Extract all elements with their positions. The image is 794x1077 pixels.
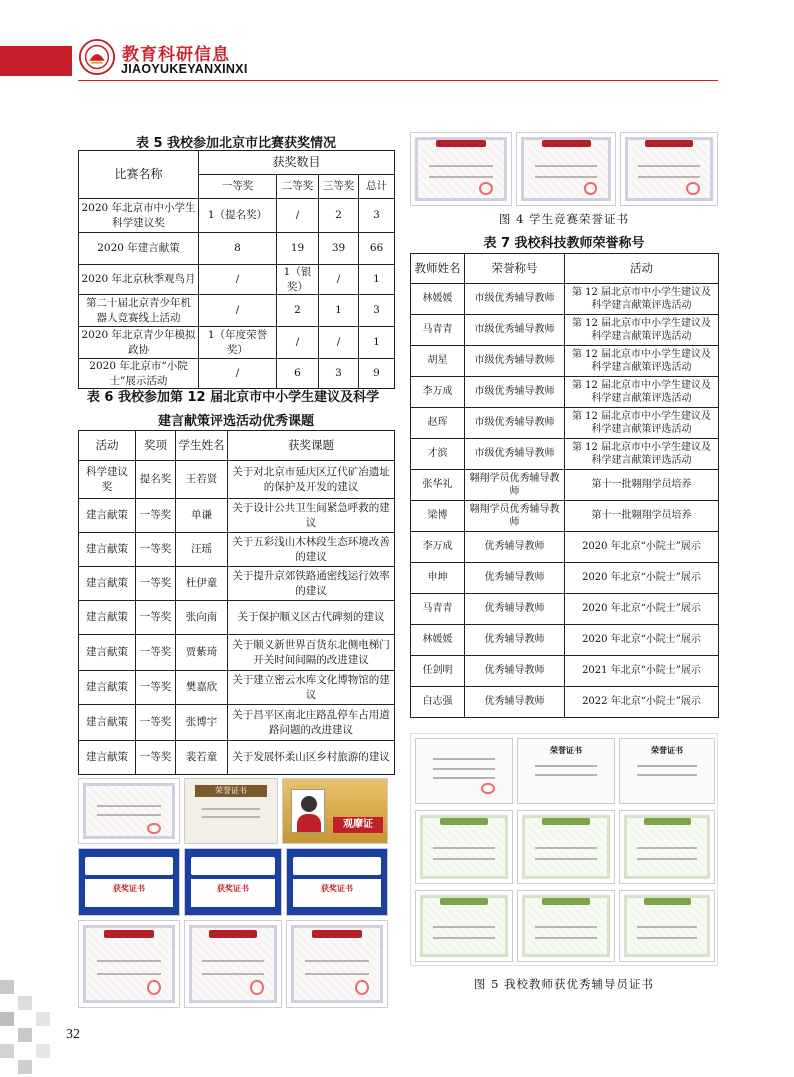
table-row bbox=[411, 687, 719, 718]
table-cell: 任剑明 bbox=[411, 656, 465, 687]
table-row bbox=[79, 199, 395, 233]
table-row bbox=[79, 233, 395, 265]
table-cell: 2020 年北京“小院士”展示 bbox=[565, 532, 719, 563]
table-row bbox=[79, 567, 395, 601]
table-row bbox=[79, 461, 395, 499]
table-cell: 66 bbox=[359, 233, 395, 265]
table-row bbox=[79, 265, 395, 295]
table-cell: 2020 年北京市中小学生科学建议奖 bbox=[79, 199, 199, 233]
certificate-image bbox=[184, 778, 278, 844]
table-cell: 一等奖 bbox=[136, 499, 176, 533]
table-cell: 6 bbox=[277, 359, 319, 389]
table-cell: 关于对北京市延庆区辽代矿冶遗址的保护及开发的建议 bbox=[228, 461, 395, 499]
table5-subheader: 一等奖 bbox=[199, 175, 277, 199]
certificate-image bbox=[517, 810, 615, 884]
certificate-image bbox=[410, 132, 512, 206]
table-cell: 胡星 bbox=[411, 346, 465, 377]
table-cell: 王若贤 bbox=[176, 461, 228, 499]
table-row bbox=[79, 741, 395, 775]
table6 bbox=[78, 430, 395, 775]
header-red-bar bbox=[0, 46, 72, 76]
table-cell: 1 bbox=[359, 265, 395, 295]
table-cell: 2020 年建言献策 bbox=[79, 233, 199, 265]
table-cell: 汪瑶 bbox=[176, 533, 228, 567]
table-cell: 裴若童 bbox=[176, 741, 228, 775]
certificate-image bbox=[517, 890, 615, 962]
table-cell: 关于设计公共卫生间紧急呼救的建议 bbox=[228, 499, 395, 533]
table-cell: 一等奖 bbox=[136, 635, 176, 671]
table-cell: 市级优秀辅导教师 bbox=[465, 346, 565, 377]
certificate-image bbox=[516, 132, 616, 206]
certificate-image bbox=[415, 890, 513, 962]
table-cell: 市级优秀辅导教师 bbox=[465, 439, 565, 470]
certificate-title: 荣誉证书 bbox=[195, 785, 267, 797]
table-row bbox=[411, 408, 719, 439]
certificate-title: 获奖证书 bbox=[217, 884, 249, 893]
table-cell: 单谦 bbox=[176, 499, 228, 533]
table-cell: 建言献策 bbox=[79, 671, 136, 705]
table6-header: 学生姓名 bbox=[176, 431, 228, 461]
page-number: 32 bbox=[66, 1027, 80, 1042]
table-cell: 3 bbox=[359, 295, 395, 327]
table-row bbox=[79, 705, 395, 741]
table5-subheader: 二等奖 bbox=[277, 175, 319, 199]
certificate-image bbox=[619, 810, 715, 884]
table7-header: 教师姓名 bbox=[411, 254, 465, 284]
table-row bbox=[79, 601, 395, 635]
table-cell: / bbox=[319, 265, 359, 295]
header-title: 教育科研信息 bbox=[122, 45, 230, 65]
photo-icon bbox=[291, 789, 325, 833]
table-row bbox=[79, 359, 395, 389]
table5-caption: 表 5 我校参加北京市比赛获奖情况 bbox=[135, 136, 337, 151]
table-cell: 第十一批翱翔学员培养 bbox=[565, 470, 719, 501]
table-cell: 1 bbox=[319, 295, 359, 327]
table6-header: 奖项 bbox=[136, 431, 176, 461]
certificate-image bbox=[78, 778, 180, 844]
table6-caption-line1: 表 6 我校参加第 12 届北京市中小学生建议及科学 bbox=[86, 390, 380, 405]
table-cell: 建言献策 bbox=[79, 635, 136, 671]
figure5-caption: 图 5 我校教师获优秀辅导员证书 bbox=[473, 977, 655, 991]
certificate-title: 荣誉证书 bbox=[651, 746, 683, 755]
table-cell: 优秀辅导教师 bbox=[465, 594, 565, 625]
table-row bbox=[79, 327, 395, 359]
table-row bbox=[411, 501, 719, 532]
certificate-image bbox=[619, 890, 715, 962]
observer-pass-image bbox=[282, 778, 388, 844]
table-cell: 建言献策 bbox=[79, 705, 136, 741]
table6-caption-line2: 建言献策评选活动优秀课题 bbox=[157, 414, 314, 429]
certificate-image bbox=[286, 920, 388, 1008]
certificate-title: 荣誉证书 bbox=[550, 746, 582, 755]
table-cell: 优秀辅导教师 bbox=[465, 625, 565, 656]
table-cell: 第 12 届北京市中小学生建议及科学建言献策评选活动 bbox=[565, 346, 719, 377]
table-row bbox=[79, 533, 395, 567]
table-row bbox=[411, 656, 719, 687]
figure5-images bbox=[410, 733, 718, 966]
table-cell: 关于保护顺义区古代碑刻的建议 bbox=[228, 601, 395, 635]
table-row bbox=[79, 499, 395, 533]
table5-header-group: 获奖数目 bbox=[199, 151, 395, 175]
table-row bbox=[79, 671, 395, 705]
table-cell: 优秀辅导教师 bbox=[465, 656, 565, 687]
table-cell: 李万成 bbox=[411, 377, 465, 408]
table6-header: 活动 bbox=[79, 431, 136, 461]
table-cell: 市级优秀辅导教师 bbox=[465, 408, 565, 439]
table-cell: 2021 年北京“小院士”展示 bbox=[565, 656, 719, 687]
table-cell: 2020 年北京青少年模拟政协 bbox=[79, 327, 199, 359]
table-cell: 林媛媛 bbox=[411, 625, 465, 656]
certificate-title: 获奖证书 bbox=[113, 884, 145, 893]
table-cell: 2020 年北京秋季观鸟月 bbox=[79, 265, 199, 295]
table-cell: 第 12 届北京市中小学生建议及科学建言献策评选活动 bbox=[565, 284, 719, 315]
table-cell: 一等奖 bbox=[136, 533, 176, 567]
table-cell: 关于建立密云水库文化博物馆的建议 bbox=[228, 671, 395, 705]
table-row bbox=[411, 315, 719, 346]
table-cell: 提名奖 bbox=[136, 461, 176, 499]
table-cell: 19 bbox=[277, 233, 319, 265]
table-cell: 关于提升京郊铁路通密线运行效率的建议 bbox=[228, 567, 395, 601]
table-cell: 建言献策 bbox=[79, 741, 136, 775]
table-cell: 张向南 bbox=[176, 601, 228, 635]
certificate-image bbox=[184, 848, 282, 916]
table-cell: 2020 年北京市“小院士”展示活动 bbox=[79, 359, 199, 389]
table-cell: / bbox=[319, 327, 359, 359]
certificate-image bbox=[415, 810, 513, 884]
table-cell: 杜伊童 bbox=[176, 567, 228, 601]
observer-pass-label: 观摩证 bbox=[333, 817, 383, 833]
table-cell: 关于顺义新世界百货东北侧电梯门开关时间间隔的改进建议 bbox=[228, 635, 395, 671]
table-cell: 第 12 届北京市中小学生建议及科学建言献策评选活动 bbox=[565, 408, 719, 439]
certificate-image bbox=[620, 132, 718, 206]
table-cell: 第十一批翱翔学员培养 bbox=[565, 501, 719, 532]
table-cell: 2020 年北京“小院士”展示 bbox=[565, 625, 719, 656]
table5-header-name: 比赛名称 bbox=[79, 151, 199, 199]
table-cell: 一等奖 bbox=[136, 601, 176, 635]
header-subtitle: JIAOYUKEYANXINXI bbox=[121, 62, 248, 76]
table-cell: 市级优秀辅导教师 bbox=[465, 284, 565, 315]
table-cell: 马青青 bbox=[411, 594, 465, 625]
figure4-caption: 图 4 学生竞赛荣誉证书 bbox=[498, 212, 630, 226]
table-row bbox=[411, 563, 719, 594]
table-cell: 2022 年北京“小院士”展示 bbox=[565, 687, 719, 718]
table-cell: 张博宇 bbox=[176, 705, 228, 741]
table-row bbox=[411, 346, 719, 377]
table-cell: 建言献策 bbox=[79, 601, 136, 635]
table5-subheader: 总计 bbox=[359, 175, 395, 199]
table-cell: / bbox=[199, 265, 277, 295]
table-cell: 一等奖 bbox=[136, 567, 176, 601]
table-cell: 1（银奖） bbox=[277, 265, 319, 295]
table-cell: 建言献策 bbox=[79, 499, 136, 533]
table-cell: 翱翔学员优秀辅导教师 bbox=[465, 470, 565, 501]
certificate-image bbox=[78, 848, 180, 916]
table-cell: / bbox=[277, 327, 319, 359]
table-cell: 才滨 bbox=[411, 439, 465, 470]
table-cell: 市级优秀辅导教师 bbox=[465, 377, 565, 408]
table5-subheader: 三等奖 bbox=[319, 175, 359, 199]
table7-header: 活动 bbox=[565, 254, 719, 284]
table-cell: 马青青 bbox=[411, 315, 465, 346]
table-row bbox=[411, 532, 719, 563]
certificate-image bbox=[517, 738, 615, 804]
table-cell: 贾紫琦 bbox=[176, 635, 228, 671]
table-cell: / bbox=[199, 359, 277, 389]
table-row bbox=[79, 295, 395, 327]
table-cell: 建言献策 bbox=[79, 567, 136, 601]
table-cell: 第 12 届北京市中小学生建议及科学建言献策评选活动 bbox=[565, 377, 719, 408]
table-cell: 关于发展怀柔山区乡村旅游的建议 bbox=[228, 741, 395, 775]
table-cell: 樊嘉欣 bbox=[176, 671, 228, 705]
table-cell: 一等奖 bbox=[136, 705, 176, 741]
table-cell: / bbox=[277, 199, 319, 233]
table-cell: 白志强 bbox=[411, 687, 465, 718]
table-row bbox=[411, 377, 719, 408]
table7 bbox=[410, 253, 719, 718]
table-cell: 李万成 bbox=[411, 532, 465, 563]
table-cell: 一等奖 bbox=[136, 741, 176, 775]
table-cell: 3 bbox=[319, 359, 359, 389]
table-cell: 优秀辅导教师 bbox=[465, 563, 565, 594]
table-cell: 1（年度荣誉奖） bbox=[199, 327, 277, 359]
table-cell: 赵珲 bbox=[411, 408, 465, 439]
table-row bbox=[411, 284, 719, 315]
table-cell: 科学建议奖 bbox=[79, 461, 136, 499]
certificate-image bbox=[184, 920, 282, 1008]
table-cell: 第 12 届北京市中小学生建议及科学建言献策评选活动 bbox=[565, 439, 719, 470]
table5 bbox=[78, 150, 395, 389]
table-cell: 梁博 bbox=[411, 501, 465, 532]
table-cell: 第二十届北京青少年机器人竞赛线上活动 bbox=[79, 295, 199, 327]
table-cell: 关于五彩浅山木林段生态环境改善的建议 bbox=[228, 533, 395, 567]
table-row bbox=[79, 635, 395, 671]
table-cell: 2020 年北京“小院士”展示 bbox=[565, 594, 719, 625]
table-cell: 2 bbox=[319, 199, 359, 233]
certificate-image bbox=[415, 738, 513, 804]
table-row bbox=[411, 470, 719, 501]
table-cell: 优秀辅导教师 bbox=[465, 687, 565, 718]
table7-header: 荣誉称号 bbox=[465, 254, 565, 284]
table-cell: / bbox=[199, 295, 277, 327]
table-cell: 1（提名奖） bbox=[199, 199, 277, 233]
certificate-image bbox=[78, 920, 180, 1008]
table-cell: 市级优秀辅导教师 bbox=[465, 315, 565, 346]
table6-header: 获奖课题 bbox=[228, 431, 395, 461]
table-row bbox=[411, 439, 719, 470]
table-row bbox=[411, 594, 719, 625]
table-cell: 建言献策 bbox=[79, 533, 136, 567]
table-cell: 一等奖 bbox=[136, 671, 176, 705]
table-cell: 2 bbox=[277, 295, 319, 327]
table-cell: 关于昌平区南北庄路乱停车占用道路问题的改进建议 bbox=[228, 705, 395, 741]
table-cell: 39 bbox=[319, 233, 359, 265]
table-cell: 8 bbox=[199, 233, 277, 265]
certificate-title: 获奖证书 bbox=[321, 884, 353, 893]
table-cell: 优秀辅导教师 bbox=[465, 532, 565, 563]
table-cell: 第 12 届北京市中小学生建议及科学建言献策评选活动 bbox=[565, 315, 719, 346]
table-row bbox=[411, 625, 719, 656]
table-cell: 3 bbox=[359, 199, 395, 233]
table-cell: 1 bbox=[359, 327, 395, 359]
table7-caption: 表 7 我校科技教师荣誉称号 bbox=[483, 236, 645, 251]
certificate-image bbox=[286, 848, 388, 916]
table-cell: 申坤 bbox=[411, 563, 465, 594]
table-cell: 9 bbox=[359, 359, 395, 389]
header-divider bbox=[78, 80, 718, 81]
table-cell: 2020 年北京“小院士”展示 bbox=[565, 563, 719, 594]
journal-logo-icon bbox=[78, 38, 116, 76]
certificate-image bbox=[619, 738, 715, 804]
table-cell: 翱翔学员优秀辅导教师 bbox=[465, 501, 565, 532]
table-cell: 张华礼 bbox=[411, 470, 465, 501]
table-cell: 林媛媛 bbox=[411, 284, 465, 315]
